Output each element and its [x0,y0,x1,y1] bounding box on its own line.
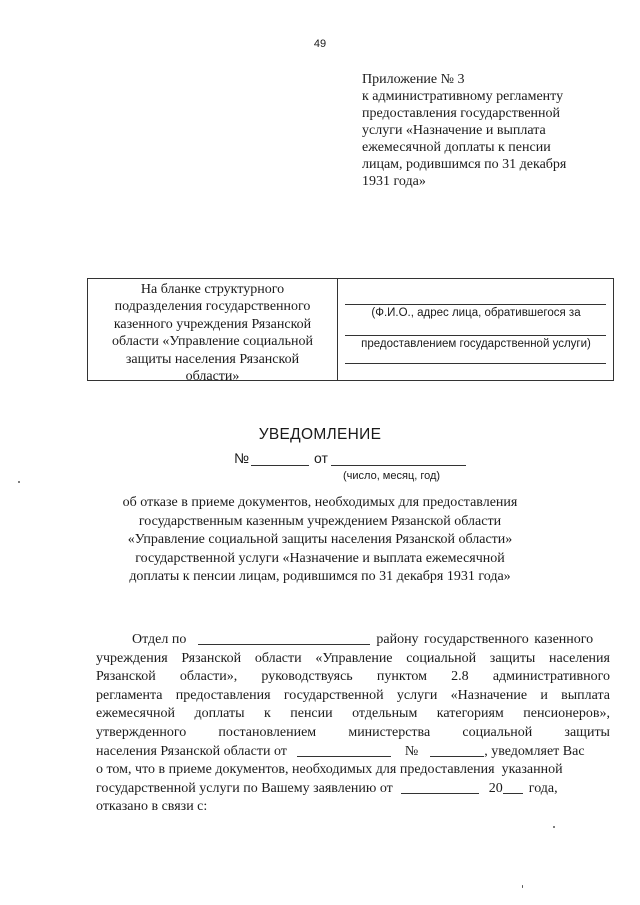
word: доплаты [194,706,245,722]
word: защиты [564,724,610,740]
appendix-header [362,71,612,190]
appendix-line: услуги «Назначение и выплата [362,123,546,138]
recipient-caption-2: предоставлением государственной услуги) [361,338,591,350]
letterhead-line: казенного учреждения Рязанской [113,316,312,332]
body-text: государственной услуги по Вашему заявлению от [96,780,393,796]
word: области», [179,669,238,685]
subject-line: доплаты к пенсии лицам, родившимся по 31 декабря 1931 года» [129,569,511,585]
date-hint: (число, месяц, год) [343,470,441,482]
letterhead-line: защиты населения Рязанской [125,351,300,367]
body-line [96,687,610,706]
word: административного [492,669,610,685]
notice-title: УВЕДОМЛЕНИЕ [258,426,382,443]
word: к [263,706,271,722]
word: пенсионеров», [523,706,610,722]
body-line [96,798,610,817]
word: ежемесячной [96,706,176,722]
word: и [540,687,548,703]
body-text: Отдел по [132,632,187,647]
word: руководствуясь [261,669,353,685]
application-date-blank [401,780,479,794]
word: государственной [283,687,384,703]
page-number: 49 [313,38,327,50]
word: Рязанской [181,650,242,666]
body-line [96,743,610,762]
word: регламента [96,687,163,703]
body-text: району государственного казенного [376,632,594,647]
word: предоставления [175,687,271,703]
appendix-line: Приложение № 3 [362,72,465,87]
word: пенсии [290,706,333,722]
word: выплата [561,687,610,703]
word: услуги [396,687,438,703]
number-label: № [234,450,250,466]
word: защиты [489,650,536,666]
word: пунктом [376,669,427,685]
body-line [96,650,610,669]
year-blank [503,780,523,794]
body-text: 20 [488,780,503,796]
body-line [96,780,610,799]
body-text: № [404,743,419,759]
scan-speck [18,481,20,483]
letterhead-line: подразделения государственного [114,299,311,315]
body-text: о том, что в приеме документов, необходимых для предоставления указанной [96,762,563,778]
word: учреждения [96,650,168,666]
decree-date-blank [297,743,391,757]
word: постановлением [218,724,317,740]
appendix-line: к административному регламенту [362,89,564,104]
subject-line: об отказе в приеме документов, необходимых для предоставления [122,495,518,510]
appendix-line: ежемесячной доплаты к пенсии [362,140,551,155]
body-text: отказано в связи с: [96,799,208,815]
body-line [96,631,610,650]
word: социальной [406,650,477,666]
recipient-line-3 [345,363,606,364]
subject-line: «Управление социальной защиты населения Рязанской области» [127,532,513,548]
word: Рязанской [96,669,156,685]
date-blank [331,465,466,466]
word: области [254,650,302,666]
recipient-line-2 [345,335,606,336]
body-line [96,724,610,743]
word: «Управление [315,650,393,666]
district-blank [198,631,370,645]
word: отдельным [352,706,418,722]
letterhead-line: области «Управление социальной [112,334,313,350]
word: населения [549,650,610,666]
table-divider [337,279,338,380]
body-line [96,668,610,687]
appendix-line: предоставления государственной [362,106,561,121]
from-label: от [314,450,328,466]
body-text: года, [528,780,558,796]
body-line [96,705,610,724]
body-line [96,761,610,780]
recipient-caption-1: (Ф.И.О., адрес лица, обратившегося за [371,307,581,319]
subject-line: государственным казенным учреждением Рязанской области [138,513,502,529]
word: министерства [348,724,431,740]
letterhead-table [87,278,614,385]
word: «Назначение [450,687,528,703]
body-text: , уведомляет Вас [484,743,585,759]
letterhead-line: На бланке структурного [140,282,285,297]
subject-line: государственной услуги «Назначение и выплата ежемесячной [135,550,505,566]
number-blank [251,465,309,466]
body-text: населения Рязанской области от [96,743,287,759]
notice-subject [0,494,640,587]
word: 2.8 [451,669,469,685]
appendix-line: 1931 года» [362,174,426,189]
word: социальной [462,724,533,740]
word: утвержденного [96,724,187,740]
decree-number-blank [430,743,484,757]
appendix-line: лицам, родившимся по 31 декабря [362,157,567,172]
recipient-line-1 [345,304,606,305]
letterhead-placeholder [88,281,337,385]
scan-speck [522,885,523,888]
letterhead-line: области» [185,369,240,385]
word: категориям [436,706,504,722]
scan-speck [553,826,555,828]
notice-body [96,631,610,817]
